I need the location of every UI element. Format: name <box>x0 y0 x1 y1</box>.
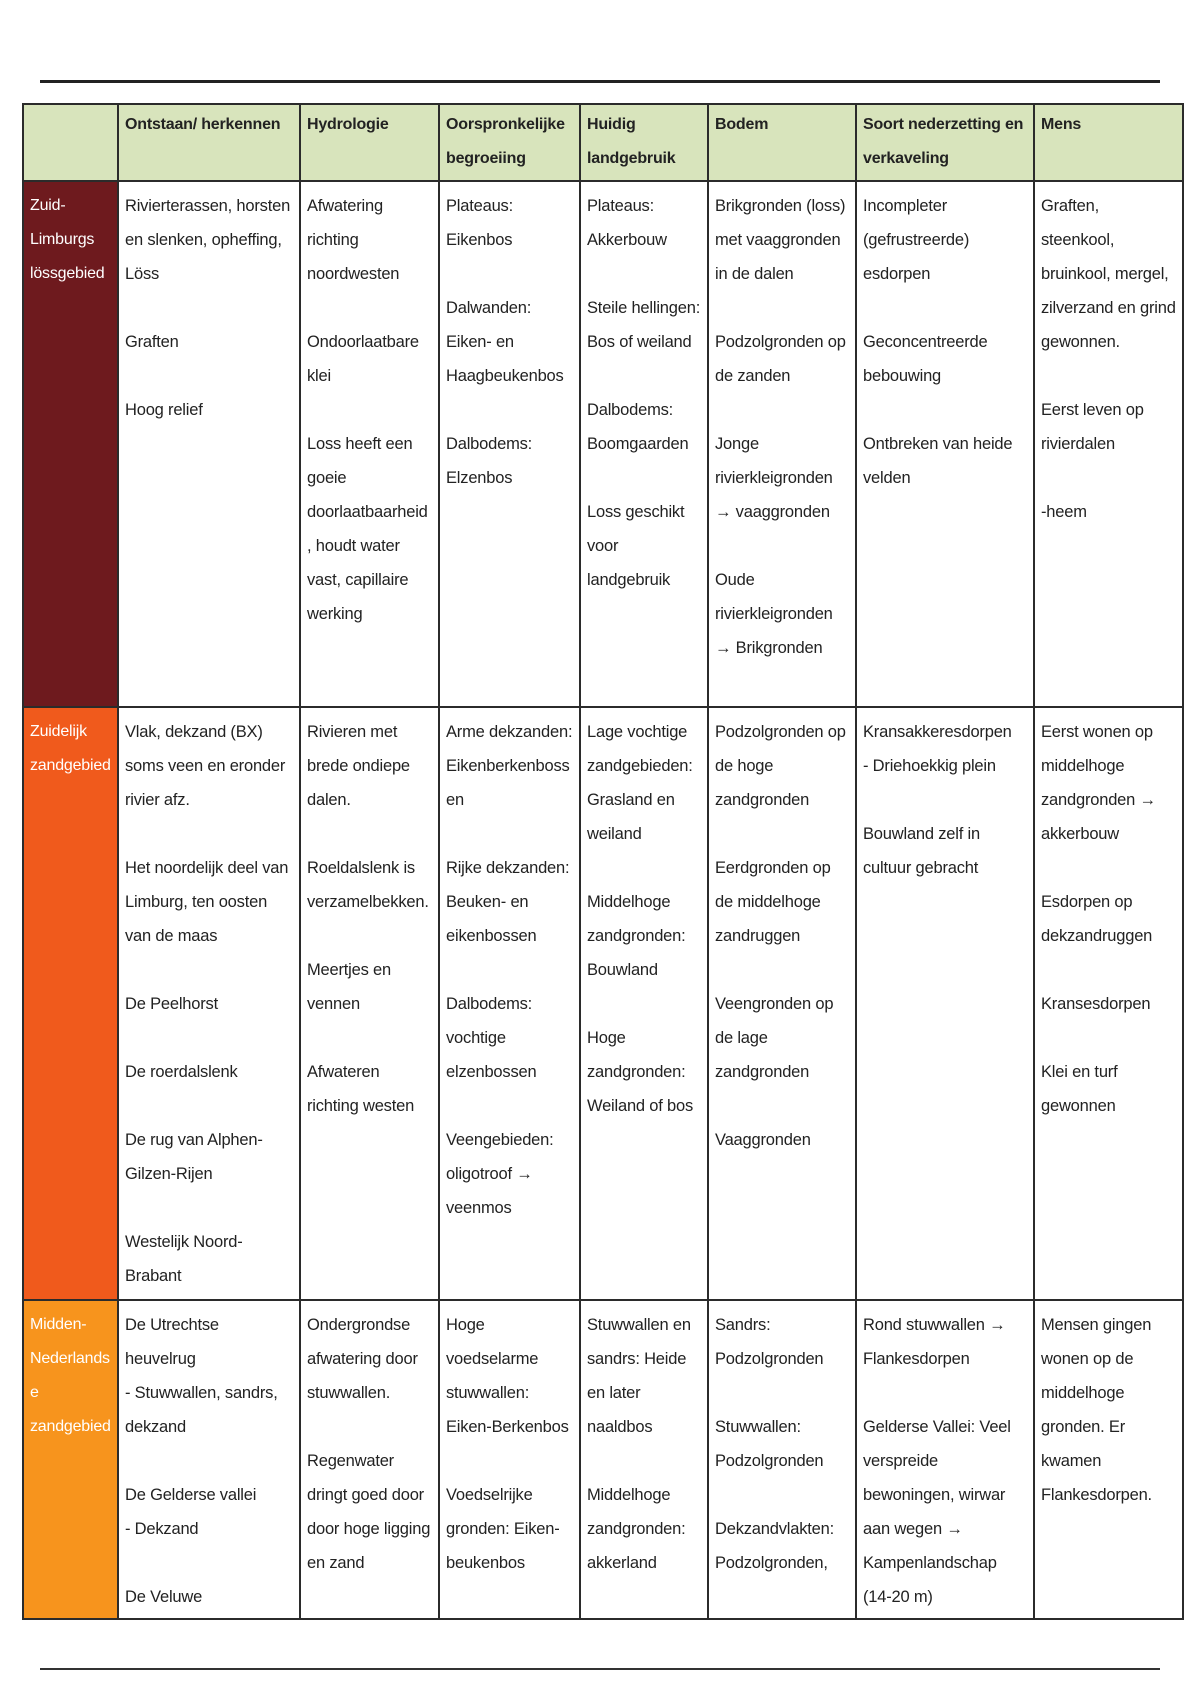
cell-begroeiing <box>439 181 580 707</box>
cell-text: Middelhoge zandgronden: akkerland <box>587 1486 690 1572</box>
cell-text: De Veluwe <box>125 1588 203 1606</box>
header-empty <box>23 104 118 181</box>
cell-text: Gelderse Vallei: Veel verspreide bewoningen, wirwar aan wegen → Kampenlandschap (14-20 m) <box>863 1418 1016 1606</box>
cell-text: Dalbodems: Elzenbos <box>446 435 537 487</box>
cell-bodem <box>708 707 856 1300</box>
paragraph-gap <box>1041 461 1176 495</box>
cell-text: Ondergrondse afwatering door stuwwallen. <box>307 1316 423 1402</box>
paragraph-gap <box>863 291 1027 325</box>
comparison-table <box>22 103 1184 1620</box>
cell-text: Vaaggronden <box>715 1131 811 1149</box>
cell-mens <box>1034 707 1183 1300</box>
cell-text: Ondoorlaatbare klei <box>307 333 424 385</box>
cell-hydrologie <box>300 1300 439 1619</box>
cell-text: Loss geschikt voor landgebruik <box>587 503 689 589</box>
paragraph-gap <box>307 393 432 427</box>
paragraph-gap <box>125 953 293 987</box>
table-row <box>23 1300 1183 1619</box>
cell-text: Hoge voedselarme stuwwallen: Eiken-Berkenbos <box>446 1316 569 1436</box>
paragraph-gap <box>715 529 849 563</box>
cell-bodem <box>708 181 856 707</box>
cell-text: De Peelhorst <box>125 995 218 1013</box>
cell-text: Ontbreken van heide velden <box>863 435 1017 487</box>
cell-text: Voedselrijke gronden: Eiken-beukenbos <box>446 1486 560 1572</box>
cell-text: Esdorpen op dekzandruggen <box>1041 893 1153 945</box>
cell-text: Sandrs: Podzolgronden <box>715 1316 824 1368</box>
paragraph-gap <box>125 359 293 393</box>
header-bodem: Bodem <box>708 104 856 181</box>
cell-text: Mensen gingen wonen op de middelhoge gronden. Er kwamen Flankesdorpen. <box>1041 1316 1156 1504</box>
paragraph-gap <box>715 1089 849 1123</box>
cell-text: Podzolgronden op de zanden <box>715 333 851 385</box>
paragraph-gap <box>125 1191 293 1225</box>
header-ontstaan: Ontstaan/ herkennen <box>118 104 300 181</box>
paragraph-gap <box>863 1376 1027 1410</box>
cell-text: Dalbodems: Boomgaarden <box>587 401 689 453</box>
cell-text: Loss heeft een goeie doorlaatbaarheid, houdt water vast, capillaire werking <box>307 435 428 623</box>
paragraph-gap <box>1041 851 1176 885</box>
cell-text: Jonge rivierkleigronden → vaaggronden <box>715 435 838 521</box>
header-landgebruik: Huidig landgebruik <box>580 104 708 181</box>
paragraph-gap <box>715 1478 849 1512</box>
cell-text: Veengronden op de lage zandgronden <box>715 995 838 1081</box>
paragraph-gap <box>715 817 849 851</box>
paragraph-gap <box>587 257 701 291</box>
paragraph-gap <box>307 817 432 851</box>
cell-text: - Dekzand <box>125 1520 199 1538</box>
paragraph-gap <box>446 257 573 291</box>
paragraph-gap <box>715 393 849 427</box>
cell-nederzetting <box>856 707 1034 1300</box>
cell-mens <box>1034 181 1183 707</box>
cell-text: Klei en turf gewonnen <box>1041 1063 1122 1115</box>
table-row <box>23 707 1183 1300</box>
cell-text: Rond stuwwallen → Flankesdorpen <box>863 1316 1010 1368</box>
paragraph-gap <box>587 987 701 1021</box>
paragraph-gap <box>307 1021 432 1055</box>
cell-text: Dalwanden: Eiken- en Haagbeukenbos <box>446 299 564 385</box>
cell-nederzetting <box>856 1300 1034 1619</box>
paragraph-gap <box>446 1089 573 1123</box>
cell-ontstaan <box>118 1300 300 1619</box>
cell-text: Brikgronden (loss) met vaaggronden in de dalen <box>715 197 850 283</box>
cell-text: De Utrechtse heuvelrug <box>125 1316 224 1368</box>
paragraph-gap <box>125 291 293 325</box>
cell-text: De roerdalslenk <box>125 1063 238 1081</box>
header-mens: Mens <box>1034 104 1183 181</box>
cell-text: Afwatering richting noordwesten <box>307 197 400 283</box>
cell-text: Podzolgronden op de hoge zandgronden <box>715 723 851 809</box>
cell-landgebruik <box>580 1300 708 1619</box>
cell-text: Plateaus: Akkerbouw <box>587 197 667 249</box>
cell-text: Geconcentreerde bebouwing <box>863 333 992 385</box>
cell-landgebruik <box>580 181 708 707</box>
cell-text: Eerst leven op rivierdalen <box>1041 401 1149 453</box>
cell-landgebruik <box>580 707 708 1300</box>
paragraph-gap <box>307 919 432 953</box>
header-row <box>23 104 1183 181</box>
cell-text: Plateaus: Eikenbos <box>446 197 518 249</box>
cell-text: Eerst wonen op middelhoge zandgronden → akkerbouw <box>1041 723 1161 843</box>
region-zuidelijk-zandgebied: Zuidelijk zandgebied <box>23 707 118 1300</box>
region-midden-nederland: Midden-Nederlandse zandgebied <box>23 1300 118 1619</box>
cell-text: Incompleter (gefrustreerde) esdorpen <box>863 197 974 283</box>
cell-text: Westelijk Noord-Brabant <box>125 1233 243 1285</box>
paragraph-gap <box>446 1444 573 1478</box>
cell-text: Vlak, dekzand (BX) soms veen en eronder rivier afz. <box>125 723 290 809</box>
cell-text: - Stuwwallen, sandrs, dekzand <box>125 1384 283 1436</box>
header-nederzetting: Soort nederzetting en verkaveling <box>856 104 1034 181</box>
cell-text: Arme dekzanden: Eikenberkenbossen <box>446 723 577 809</box>
paragraph-gap <box>1041 953 1176 987</box>
cell-text: Steile hellingen: Bos of weiland <box>587 299 705 351</box>
cell-text: Afwateren richting westen <box>307 1063 415 1115</box>
region-zuid-limburg: Zuid-Limburgs lössgebied <box>23 181 118 707</box>
cell-text: Dekzandvlakten: Podzolgronden, <box>715 1520 839 1572</box>
cell-text: Hoge zandgronden: Weiland of bos <box>587 1029 694 1115</box>
paragraph-gap <box>863 393 1027 427</box>
paragraph-gap <box>587 851 701 885</box>
paragraph-gap <box>125 1021 293 1055</box>
cell-begroeiing <box>439 1300 580 1619</box>
cell-begroeiing <box>439 707 580 1300</box>
cell-text: Rivieren met brede ondiepe dalen. <box>307 723 415 809</box>
paragraph-gap <box>1041 1021 1176 1055</box>
cell-text: Veengebieden: oligotroof → veenmos <box>446 1131 558 1217</box>
paragraph-gap <box>125 1444 293 1478</box>
cell-text: Stuwwallen en sandrs: Heide en later naaldbos <box>587 1316 696 1436</box>
cell-ontstaan <box>118 181 300 707</box>
header-hydrologie: Hydrologie <box>300 104 439 181</box>
cell-text: Oude rivierkleigronden → Brikgronden <box>715 571 838 657</box>
cell-text: De Gelderse vallei <box>125 1486 257 1504</box>
paragraph-gap <box>446 817 573 851</box>
cell-text: Roeldalslenk is verzamelbekken. <box>307 859 429 911</box>
paragraph-gap <box>446 953 573 987</box>
cell-text: Lage vochtige zandgebieden: Grasland en weiland <box>587 723 698 843</box>
paragraph-gap <box>125 817 293 851</box>
paragraph-gap <box>587 1444 701 1478</box>
cell-text: Stuwwallen: Podzolgronden <box>715 1418 824 1470</box>
cell-text: Graften <box>125 333 179 351</box>
cell-bodem <box>708 1300 856 1619</box>
cell-mens <box>1034 1300 1183 1619</box>
cell-text: Regenwater dringt goed door door hoge ligging en zand <box>307 1452 435 1572</box>
bottom-rule <box>40 1668 1160 1670</box>
cell-nederzetting <box>856 181 1034 707</box>
cell-hydrologie <box>300 707 439 1300</box>
paragraph-gap <box>446 393 573 427</box>
cell-text: Eerdgronden op de middelhoge zandruggen <box>715 859 835 945</box>
cell-text: De rug van Alphen-Gilzen-Rijen <box>125 1131 263 1183</box>
paragraph-gap <box>863 783 1027 817</box>
paragraph-gap <box>307 1410 432 1444</box>
cell-text: Rijke dekzanden: Beuken- en eikenbossen <box>446 859 574 945</box>
paragraph-gap <box>715 1376 849 1410</box>
cell-text: Het noordelijk deel van Limburg, ten oosten van de maas <box>125 859 293 945</box>
paragraph-gap <box>715 953 849 987</box>
cell-text: Bouwland zelf in cultuur gebracht <box>863 825 985 877</box>
cell-text: Middelhoge zandgronden: Bouwland <box>587 893 690 979</box>
header-begroeiing: Oorspronkelijke begroeiing <box>439 104 580 181</box>
paragraph-gap <box>125 1546 293 1580</box>
paragraph-gap <box>587 461 701 495</box>
cell-text: Dalbodems: vochtige elzenbossen <box>446 995 537 1081</box>
paragraph-gap <box>715 291 849 325</box>
cell-text: - Driehoekkig plein <box>863 757 996 775</box>
cell-text: -heem <box>1041 503 1087 521</box>
cell-text: Kransakkeresdorpen <box>863 723 1012 741</box>
paragraph-gap <box>587 359 701 393</box>
cell-ontstaan <box>118 707 300 1300</box>
top-rule <box>40 80 1160 83</box>
paragraph-gap <box>125 1089 293 1123</box>
cell-text: Hoog relief <box>125 401 203 419</box>
cell-text: Graften, steenkool, bruinkool, mergel, zilverzand en grind gewonnen. <box>1041 197 1181 351</box>
cell-hydrologie <box>300 181 439 707</box>
table-row <box>23 181 1183 707</box>
cell-text: Kransesdorpen <box>1041 995 1151 1013</box>
paragraph-gap <box>307 291 432 325</box>
cell-text: Meertjes en vennen <box>307 961 396 1013</box>
cell-text: Rivierterassen, horsten en slenken, opheffing, Löss <box>125 197 295 283</box>
paragraph-gap <box>1041 359 1176 393</box>
